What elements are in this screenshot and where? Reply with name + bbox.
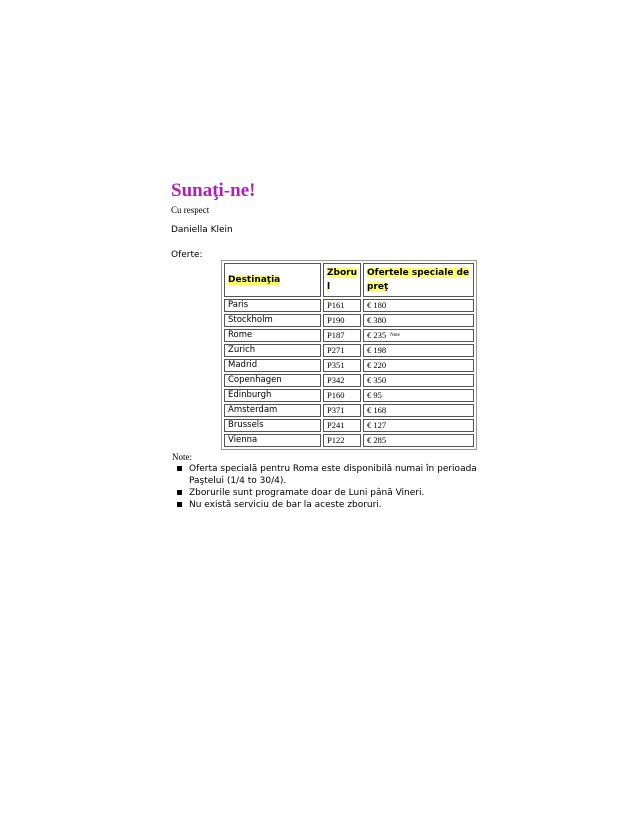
cell-price: € 95	[363, 389, 474, 402]
table-row	[224, 419, 474, 432]
note-marker: Note	[390, 333, 400, 338]
cell-price: € 198	[363, 344, 474, 357]
cell-destination: Madrid	[224, 359, 321, 372]
cell-destination: Copenhagen	[224, 374, 321, 387]
cell-price: € 180	[363, 299, 474, 312]
table-row	[224, 299, 474, 312]
table-header-row	[224, 263, 474, 297]
table-row	[224, 374, 474, 387]
note-item: Oferta specială pentru Roma este disponibilă numai în perioada Paştelui (1/4 to 30/4).	[172, 463, 512, 487]
cell-flight: P241	[323, 419, 361, 432]
header-flight: Zboru l	[323, 263, 361, 297]
page-heading: Sunaţi-ne!	[171, 180, 256, 201]
header-special-price: Ofertele speciale de preţ	[363, 263, 474, 297]
cell-flight: P161	[323, 299, 361, 312]
cell-flight: P351	[323, 359, 361, 372]
cell-flight: P190	[323, 314, 361, 327]
cell-flight: P122	[323, 434, 361, 447]
cell-destination: Zurich	[224, 344, 321, 357]
cell-destination: Paris	[224, 299, 321, 312]
cell-flight: P187	[323, 329, 361, 342]
table-row	[224, 344, 474, 357]
cell-flight: P342	[323, 374, 361, 387]
signer-name: Daniella Klein	[171, 225, 233, 235]
header-destination: Destinaţia	[224, 263, 321, 297]
offers-table	[221, 260, 477, 450]
table-row	[224, 359, 474, 372]
cell-price: € 168	[363, 404, 474, 417]
cell-price: € 127	[363, 419, 474, 432]
table-row	[224, 404, 474, 417]
cell-price: € 220	[363, 359, 474, 372]
closing-text: Cu respect	[171, 205, 210, 215]
cell-flight: P160	[323, 389, 361, 402]
table-row	[224, 314, 474, 327]
cell-price: € 285	[363, 434, 474, 447]
cell-destination: Stockholm	[224, 314, 321, 327]
cell-flight: P371	[323, 404, 361, 417]
cell-price: € 380	[363, 314, 474, 327]
offers-label: Oferte:	[171, 250, 203, 260]
table-row	[224, 389, 474, 402]
cell-destination: Rome	[224, 329, 321, 342]
cell-destination: Vienna	[224, 434, 321, 447]
cell-destination: Brussels	[224, 419, 321, 432]
cell-price: € 350	[363, 374, 474, 387]
notes-title: Note:	[172, 452, 192, 462]
cell-price: € 235 $^{Note}$	[363, 329, 474, 342]
notes-list	[172, 463, 512, 511]
table-row	[224, 329, 474, 342]
offers-table-body	[224, 299, 474, 447]
table-row	[224, 434, 474, 447]
cell-destination: Amsterdam	[224, 404, 321, 417]
cell-destination: Edinburgh	[224, 389, 321, 402]
note-item: Nu există serviciu de bar la aceste zboruri.	[172, 499, 512, 511]
cell-flight: P271	[323, 344, 361, 357]
note-item: Zborurile sunt programate doar de Luni până Vineri.	[172, 487, 512, 499]
